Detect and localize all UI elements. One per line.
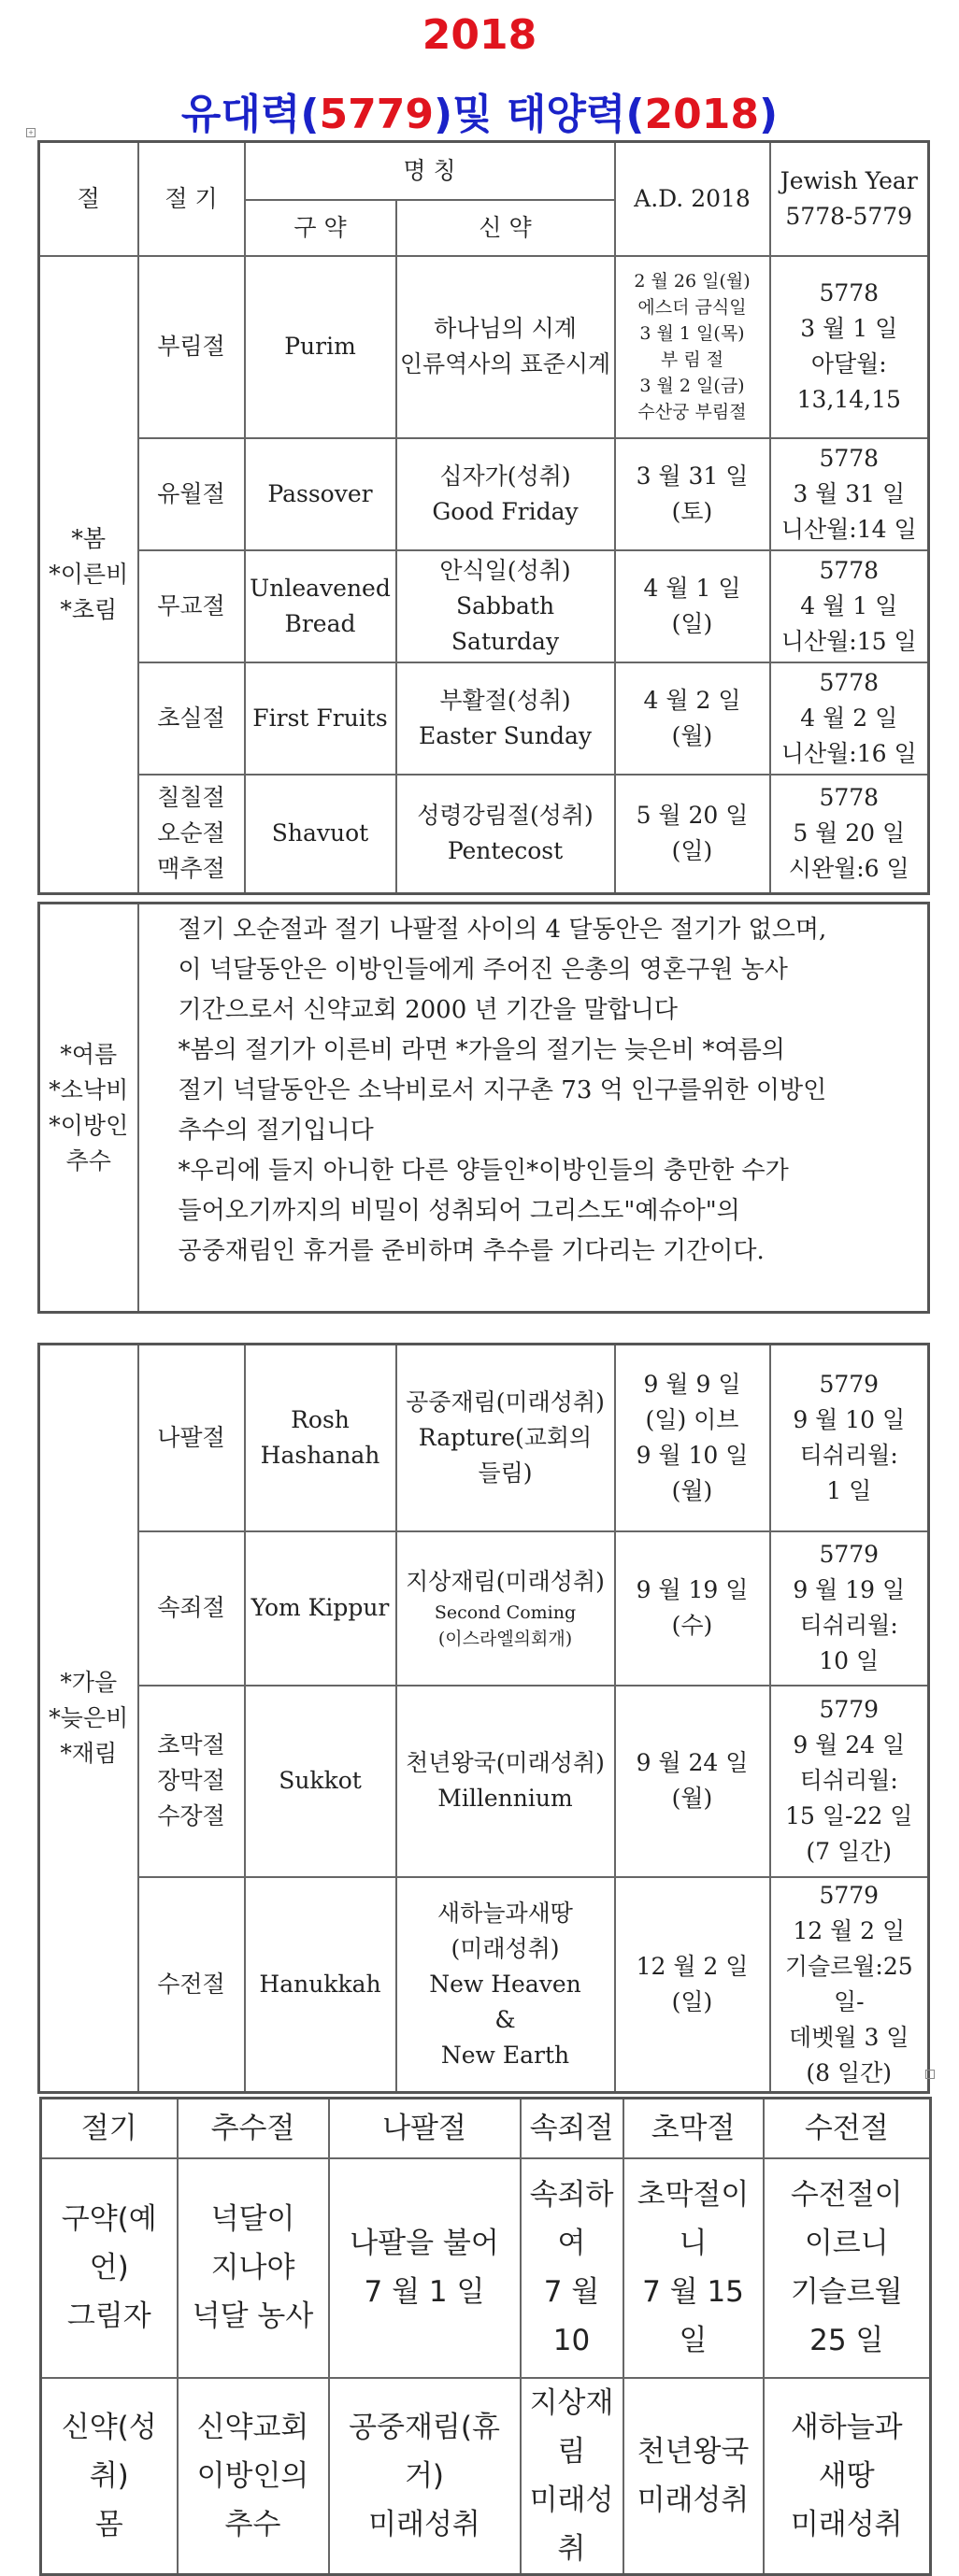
summary-header-cell: 나팔절: [329, 2099, 521, 2158]
feast-old-testament: Rosh Hashanah: [245, 1345, 396, 1531]
feast-name: 유월절: [138, 438, 245, 550]
summary-header-cell: 절기: [41, 2099, 178, 2158]
feast-ad-date: 12 월 2 일 (일): [615, 1877, 770, 2093]
feast-old-testament: Sukkot: [245, 1686, 396, 1877]
title-part-c: )및 태양력(: [433, 91, 645, 138]
feast-old-testament: Unleavened Bread: [245, 550, 396, 662]
feast-new-testament: 성령강림절(성취) Pentecost: [396, 775, 615, 894]
season-autumn: *가을 *늦은비 *재림: [39, 1345, 138, 2093]
season-spring: *봄 *이른비 *초림: [39, 256, 138, 894]
summary-cell: 신약교회 이방인의 추수: [178, 2378, 329, 2575]
feast-old-testament: Yom Kippur: [245, 1531, 396, 1686]
feast-old-testament: Hanukkah: [245, 1877, 396, 2093]
header-old-testament: 구 약: [245, 200, 396, 256]
summary-cell: 넉달이 지나야 넉달 농사: [178, 2158, 329, 2378]
feast-jewish-date: 5778 4 월 2 일 니산월:16 일: [770, 662, 929, 775]
title-part-e: ): [759, 91, 779, 138]
header-ad: A.D. 2018: [615, 142, 770, 256]
autumn-feasts-table: [37, 1343, 930, 2094]
page-year-title: 2018: [422, 11, 537, 59]
header-jeolgi: 절 기: [138, 142, 245, 256]
feast-name: 수전절: [138, 1877, 245, 2093]
summer-paragraph: 절기 오순절과 절기 나팔절 사이의 4 달동안은 절기가 없으며, 이 넉달동안은 이방인들에게 주어진 은총의 영혼구원 농사 기간으로서 신약교회 2000 년 기간을 말합니다 *봄의 절기가 이른비 라면 *가을의 절기는 늦은비 *여름의 절기 넉달동안은 소낙비로서 지구촌 73 억 인구를위한 이방인 추수의 절기입니다 *우리에 들지 아니한 다른 양들인*이방인들의 충만한 수가 들어오기까지의 비밀이 성취되어 그리스도"예슈아"의 공중재림인 휴거를 준비하며 추수를 기다리는 기간이다.: [138, 904, 929, 1313]
summary-cell: 공중재림(휴거) 미래성취: [329, 2378, 521, 2575]
header-name: 명 칭: [245, 142, 615, 200]
feast-name: 부림절: [138, 256, 245, 438]
summary-cell: 구약(예언) 그림자: [41, 2158, 178, 2378]
feast-ad-date: 9 월 24 일 (월): [615, 1686, 770, 1877]
feast-old-testament: First Fruits: [245, 662, 396, 775]
title-part-a: 유대력(: [180, 91, 320, 138]
header-jewish-year: Jewish Year 5778-5779: [770, 142, 929, 256]
feast-new-testament: 천년왕국(미래성취) Millennium: [396, 1686, 615, 1877]
title-part-d: 2018: [644, 91, 759, 138]
feast-old-testament: Purim: [245, 256, 396, 438]
feast-jewish-date: 5779 9 월 19 일 티쉬리월: 10 일: [770, 1531, 929, 1686]
summary-header-cell: 속죄절: [521, 2099, 623, 2158]
summary-table: [39, 2097, 932, 2576]
feast-name: 초실절: [138, 662, 245, 775]
feast-new-testament: 새하늘과새땅 (미래성취) New Heaven & New Earth: [396, 1877, 615, 2093]
summary-header-cell: 초막절: [623, 2099, 764, 2158]
summary-cell: 초막절이니 7 월 15 일: [623, 2158, 764, 2378]
feast-jewish-date: 5779 9 월 10 일 티쉬리월: 1 일: [770, 1345, 929, 1531]
summary-cell: 지상재림 미래성취: [521, 2378, 623, 2575]
page-main-title: [0, 80, 959, 140]
feast-name: 속죄절: [138, 1531, 245, 1686]
feast-jewish-date: 5778 3 월 1 일 아달월: 13,14,15: [770, 256, 929, 438]
feast-jewish-date: 5778 4 월 1 일 니산월:15 일: [770, 550, 929, 662]
feast-old-testament: Shavuot: [245, 775, 396, 894]
feast-jewish-date: 5778 5 월 20 일 시완월:6 일: [770, 775, 929, 894]
feast-new-testament: 부활절(성취) Easter Sunday: [396, 662, 615, 775]
feast-ad-date: 9 월 9 일 (일) 이브 9 월 10 일 (월): [615, 1345, 770, 1531]
feast-name: 나팔절: [138, 1345, 245, 1531]
summary-header-cell: 수전절: [764, 2099, 931, 2158]
feast-new-testament: 하나님의 시계 인류역사의 표준시계: [396, 256, 615, 438]
summer-harvest-table: [37, 902, 930, 1314]
header-jeol: 절: [39, 142, 138, 256]
season-summer: *여름 *소낙비 *이방인 추수: [39, 904, 138, 1313]
feast-ad-date: 5 월 20 일 (일): [615, 775, 770, 894]
title-part-b: 5779: [319, 91, 434, 138]
feast-ad-date: 3 월 31 일 (토): [615, 438, 770, 550]
summary-header-cell: 추수절: [178, 2099, 329, 2158]
feast-ad-date: 4 월 2 일 (월): [615, 662, 770, 775]
feast-ad-date: 9 월 19 일 (수): [615, 1531, 770, 1686]
feast-ad-date: 4 월 1 일 (일): [615, 550, 770, 662]
summary-cell: 신약(성취) 몸: [41, 2378, 178, 2575]
feast-jewish-date: 5779 12 월 2 일 기슬르월:25 일- 데벳월 3 일 (8 일간): [770, 1877, 929, 2093]
feast-jewish-date: 5779 9 월 24 일 티쉬리월: 15 일-22 일 (7 일간): [770, 1686, 929, 1877]
feast-jewish-date: 5778 3 월 31 일 니산월:14 일: [770, 438, 929, 550]
feast-old-testament: Passover: [245, 438, 396, 550]
feast-name: 무교절: [138, 550, 245, 662]
feast-new-testament: 지상재림(미래성취) Second Coming (이스라엘의회개): [396, 1531, 615, 1686]
feast-new-testament: 공중재림(미래성취) Rapture(교회의 들림): [396, 1345, 615, 1531]
summary-cell: 속죄하여 7 월 10: [521, 2158, 623, 2378]
summary-cell: 새하늘과 새땅 미래성취: [764, 2378, 931, 2575]
feast-new-testament: 안식일(성취) Sabbath Saturday: [396, 550, 615, 662]
summary-cell: 수전절이 이르니 기슬르월 25 일: [764, 2158, 931, 2378]
table-resize-handle-icon[interactable]: [925, 2070, 935, 2079]
feast-name: 초막절 장막절 수장절: [138, 1686, 245, 1877]
feast-new-testament: 십자가(성취) Good Friday: [396, 438, 615, 550]
summary-cell: 나팔을 불어 7 월 1 일: [329, 2158, 521, 2378]
summary-cell: 천년왕국 미래성취: [623, 2378, 764, 2575]
feast-ad-date: 2 월 26 일(월) 에스더 금식일 3 월 1 일(목) 부 림 절 3 월 2 일(금) 수산궁 부림절: [615, 256, 770, 438]
header-new-testament: 신 약: [396, 200, 615, 256]
feast-name: 칠칠절 오순절 맥추절: [138, 775, 245, 894]
table-move-handle-icon[interactable]: +: [26, 128, 36, 137]
spring-feasts-table: [37, 140, 930, 895]
